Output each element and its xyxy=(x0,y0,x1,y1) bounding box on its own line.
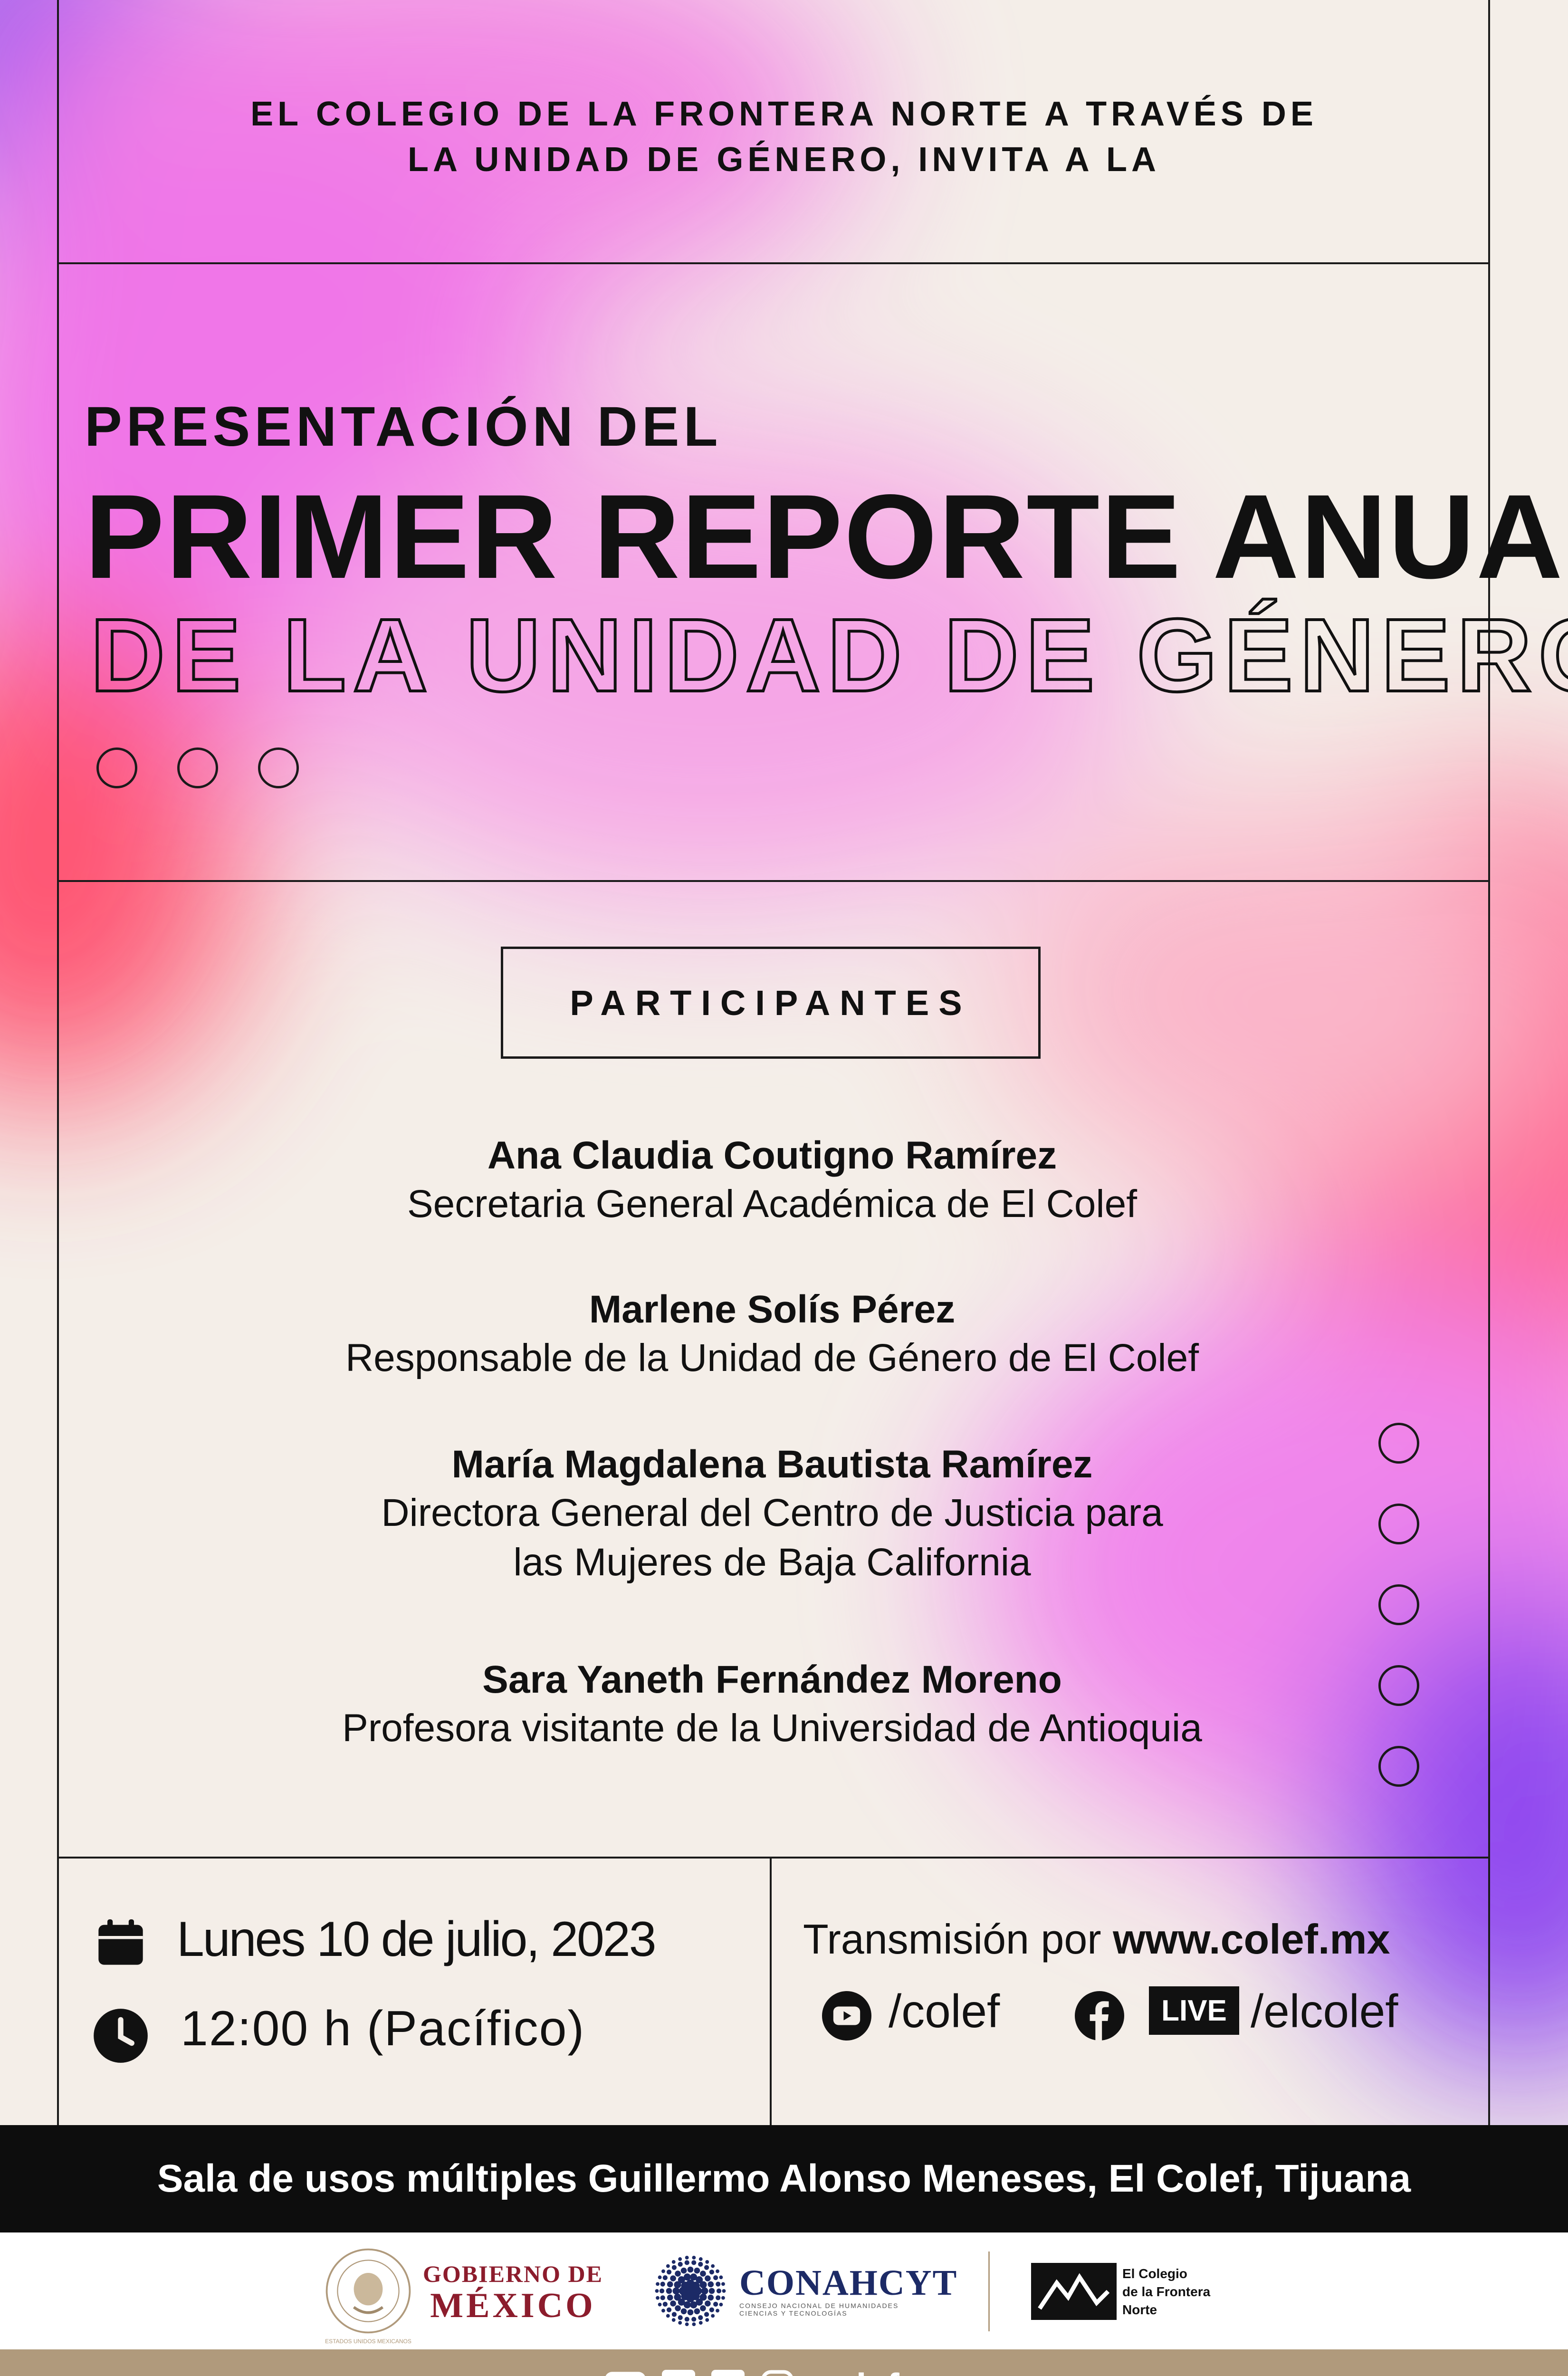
mexico-seal-text: ESTADOS UNIDOS MEXICANOS xyxy=(323,2338,413,2345)
colef-line-2: de la Frontera xyxy=(1122,2283,1210,2301)
title-pre: PRESENTACIÓN DEL xyxy=(85,394,722,459)
event-date: Lunes 10 de julio, 2023 xyxy=(177,1911,655,1968)
participant-role-cont: las Mujeres de Baja California xyxy=(166,1538,1378,1587)
youtube-handle[interactable]: /colef xyxy=(889,1984,1000,2038)
stream-label: Transmisión por xyxy=(803,1916,1113,1963)
venue-text: Sala de usos múltiples Guillermo Alonso Meneses, El Colef, Tijuana xyxy=(157,2156,1411,2201)
stream-url-link[interactable]: www.colef.mx xyxy=(1113,1916,1390,1963)
participant-role: Secretaria General Académica de El Colef xyxy=(166,1179,1378,1229)
participant-name: Sara Yaneth Fernández Moreno xyxy=(166,1656,1378,1704)
participant-role: Responsable de la Unidad de Género de El Colef xyxy=(166,1333,1378,1383)
conahcyt-name: CONAHCYT xyxy=(739,2264,957,2302)
facebook-handle[interactable]: /elcolef xyxy=(1251,1984,1398,2038)
event-time-text: 12:00 h (Pacífico) xyxy=(181,2001,585,2056)
participant-name: Ana Claudia Coutigno Ramírez xyxy=(166,1132,1378,1179)
participants-heading: PARTICIPANTES xyxy=(570,983,971,1023)
participant-role: Directora General del Centro de Justicia para xyxy=(166,1488,1378,1538)
conahcyt-sub-1: CONSEJO NACIONAL DE HUMANIDADES xyxy=(739,2302,957,2309)
header-line-2: LA UNIDAD DE GÉNERO, INVITA A LA xyxy=(119,137,1449,182)
live-badge-text: LIVE xyxy=(1161,1994,1227,2028)
colef-line-1: El Colegio xyxy=(1122,2265,1210,2283)
gobierno-line-1: GOBIERNO DE xyxy=(423,2260,603,2288)
colef-line-3: Norte xyxy=(1122,2301,1210,2319)
participant-role: Profesora visitante de la Universidad de Antioquia xyxy=(166,1704,1378,1753)
conahcyt-sub-2: CIENCIAS Y TECNOLOGÍAS xyxy=(739,2309,957,2317)
header-line-1: EL COLEGIO DE LA FRONTERA NORTE A TRAVÉS DE xyxy=(119,91,1449,137)
gobierno-line-2: MÉXICO xyxy=(423,2288,603,2324)
participant-name: María Magdalena Bautista Ramírez xyxy=(166,1441,1378,1488)
title-main: PRIMER REPORTE ANUAL xyxy=(85,468,1568,605)
participant-name: Marlene Solís Pérez xyxy=(166,1286,1378,1333)
title-outline: DE LA UNIDAD DE GÉNERO xyxy=(90,596,1568,715)
